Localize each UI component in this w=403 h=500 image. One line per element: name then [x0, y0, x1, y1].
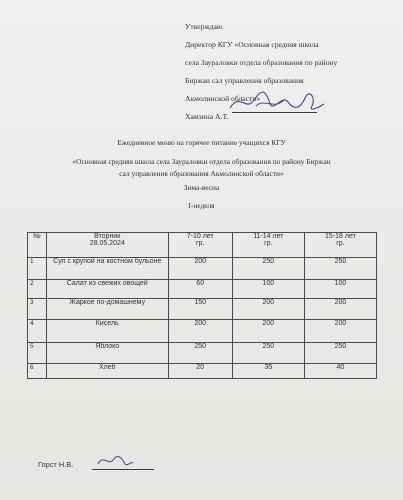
dish-name: Яблоко [46, 343, 168, 364]
approval-director-name: Хамзина А.Т. [185, 112, 229, 121]
portion-7-10: 200 [168, 320, 232, 343]
dish-name: Жаркое по-домашнему [46, 299, 168, 320]
portion-7-10: 250 [168, 343, 232, 364]
organization-line: «Основная средняя школа села Заураловки отдела образования по району Биржан [72, 157, 331, 166]
portion-11-14: 250 [232, 258, 304, 280]
dish-name: Хлеб [46, 364, 168, 379]
portion-7-10: 60 [168, 280, 232, 299]
cook-signature-icon [95, 452, 135, 470]
header-day-text: Вторник 28.05.2024 [89, 233, 125, 247]
header-number: № [28, 233, 47, 258]
header-age-7-10: 7-10 лет гр. [168, 233, 232, 258]
header-day [46, 233, 168, 258]
menu-title: Ежедневное меню на горячее питание учащихся КГУ [117, 138, 286, 147]
portion-11-14: 250 [232, 343, 304, 364]
row-number: 4 [28, 320, 47, 343]
approval-position: Директор КГУ «Основная средняя школа [185, 40, 319, 49]
portion-15-18: 250 [304, 258, 376, 280]
table-row [28, 364, 377, 379]
portion-7-10: 20 [168, 364, 232, 379]
week-label: I-неделя [188, 201, 215, 210]
portion-15-18: 200 [304, 299, 376, 320]
portion-15-18: 40 [304, 364, 376, 379]
table-row [28, 343, 377, 364]
portion-7-10: 200 [168, 258, 232, 280]
portion-11-14: 200 [232, 320, 304, 343]
portion-15-18: 100 [304, 280, 376, 299]
portion-15-18: 250 [304, 343, 376, 364]
menu-table [27, 232, 377, 379]
dish-name: Кисель [46, 320, 168, 343]
header-age-11-14: 11-14 лет гр. [232, 233, 304, 258]
season-label: Зима-весна [183, 183, 220, 192]
table-row [28, 258, 377, 280]
approval-org-line: Биржан сал управления образования [185, 76, 304, 85]
portion-11-14: 35 [232, 364, 304, 379]
table-row [28, 320, 377, 343]
organization-line: сал управления образования Акмолинской области» [119, 169, 284, 178]
row-number: 3 [28, 299, 47, 320]
header-age-15-18: 15-18 лет гр. [304, 233, 376, 258]
cook-name: Горст Н.В. [38, 460, 74, 469]
approval-org-line: Акмолинской области» [185, 94, 261, 103]
dish-name: Суп с крупой на костном бульоне [46, 258, 168, 280]
approval-org-line: села Заураловки отдела образования по району [185, 58, 338, 67]
dish-name: Салат из свежих овощей [46, 280, 168, 299]
table-row [28, 299, 377, 320]
table-header-row [28, 233, 377, 258]
table-row [28, 280, 377, 299]
portion-11-14: 200 [232, 299, 304, 320]
portion-7-10: 150 [168, 299, 232, 320]
director-signature-icon [226, 86, 326, 116]
row-number: 5 [28, 343, 47, 364]
row-number: 2 [28, 280, 47, 299]
approval-title: Утверждаю [185, 22, 223, 31]
row-number: 6 [28, 364, 47, 379]
organization-name [0, 156, 403, 180]
portion-15-18: 200 [304, 320, 376, 343]
portion-11-14: 100 [232, 280, 304, 299]
row-number: 1 [28, 258, 47, 280]
